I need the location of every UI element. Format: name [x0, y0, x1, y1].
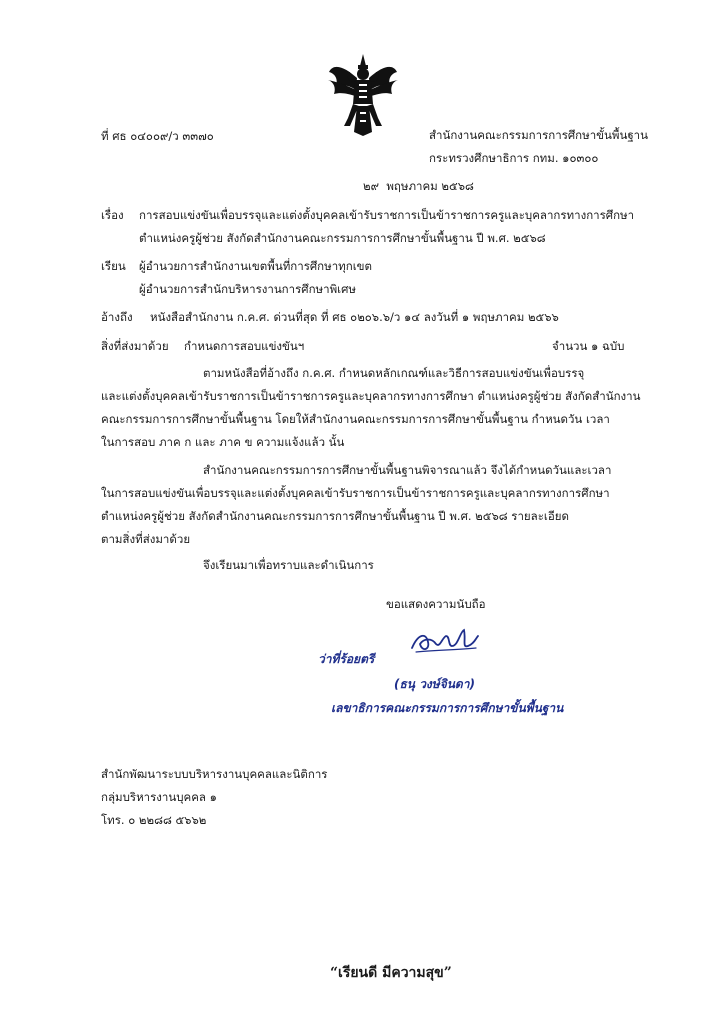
body-paragraph-2 — [101, 459, 611, 551]
paragraph-line: ในการสอบแข่งขันเพื่อบรรจุและแต่งตั้งบุคคลเข้ารับราชการเป็นข้าราชการครูและบุคลากรทางการศึกษา — [101, 486, 610, 500]
garuda-emblem — [326, 52, 400, 136]
recipient-label: เรียน — [101, 259, 126, 273]
subject-line-2: ตำแหน่งครูผู้ช่วย สังกัดสำนักงานคณะกรรมการการศึกษาขั้นพื้นฐาน ปี พ.ศ. ๒๕๖๘ — [139, 231, 546, 245]
date-month-year: พฤษภาคม ๒๕๖๘ — [386, 179, 474, 193]
paragraph-line: คณะกรรมการการศึกษาขั้นพื้นฐาน โดยให้สำนักงานคณะกรรมการการศึกษาขั้นพื้นฐาน กำหนดวัน เวลา — [101, 412, 610, 426]
footer-group: กลุ่มบริหารงานบุคคล ๑ — [101, 790, 217, 804]
letter-date — [363, 178, 474, 196]
paragraph-line: ในการสอบ ภาค ก และ ภาค ข ความแจ้งแล้ว นั้น — [101, 435, 345, 449]
date-day: ๒๙ — [363, 179, 380, 193]
handwritten-signature — [406, 624, 482, 658]
enclosure-text: กำหนดการสอบแข่งขันฯ — [184, 339, 305, 353]
issuing-office: สำนักงานคณะกรรมการการศึกษาขั้นพื้นฐาน — [429, 128, 648, 142]
body-paragraph-1 — [101, 362, 640, 454]
paragraph-line: ตามหนังสือที่อ้างถึง ก.ค.ศ. กำหนดหลักเกณฑ์และวิธีการสอบแข่งขันเพื่อบรรจุ — [203, 366, 585, 380]
signer-rank: ว่าที่ร้อยตรี — [318, 652, 375, 666]
signer-name: (ธนุ วงษ์จินดา) — [394, 677, 475, 691]
paragraph-line: ตำแหน่งครูผู้ช่วย สังกัดสำนักงานคณะกรรมการการศึกษาขั้นพื้นฐาน ปี พ.ศ. ๒๕๖๘ รายละเอียด — [101, 509, 569, 523]
footer-department: สำนักพัฒนาระบบบริหารงานบุคคลและนิติการ — [101, 767, 328, 781]
slogan: “เรียนดี มีความสุข” — [330, 965, 452, 981]
footer-phone: โทร. ๐ ๒๒๘๘ ๕๖๖๒ — [101, 813, 207, 827]
salutation: ขอแสดงความนับถือ — [386, 597, 486, 611]
subject-label: เรื่อง — [101, 208, 124, 222]
closing-request: จึงเรียนมาเพื่อทราบและดำเนินการ — [203, 558, 374, 572]
recipient-line-1: ผู้อำนวยการสำนักงานเขตพื้นที่การศึกษาทุกเขต — [139, 259, 372, 273]
paragraph-line: สำนักงานคณะกรรมการการศึกษาขั้นพื้นฐานพิจารณาแล้ว จึงได้กำหนดวันและเวลา — [203, 463, 612, 477]
subject-line-1: การสอบแข่งขันเพื่อบรรจุและแต่งตั้งบุคคลเข้ารับราชการเป็นข้าราชการครูและบุคลากรทางการศึกษา — [139, 208, 635, 222]
reference-number: ที่ ศธ ๐๔๐๐๙/ว ๓๓๗๐ — [101, 129, 214, 143]
paragraph-line: ตามสิ่งที่ส่งมาด้วย — [101, 532, 191, 546]
reference-text: หนังสือสำนักงาน ก.ค.ศ. ด่วนที่สุด ที่ ศธ ๐๒๐๖.๖/ว ๑๔ ลงวันที่ ๑ พฤษภาคม ๒๕๖๖ — [150, 310, 559, 324]
paragraph-line: และแต่งตั้งบุคคลเข้ารับราชการเป็นข้าราชการครูและบุคลากรทางการศึกษา ตำแหน่งครูผู้ช่วย สังกัดสำนักงาน — [101, 389, 641, 403]
recipient-line-2: ผู้อำนวยการสำนักบริหารงานการศึกษาพิเศษ — [139, 282, 356, 296]
signer-position: เลขาธิการคณะกรรมการการศึกษาขั้นพื้นฐาน — [331, 701, 564, 715]
enclosure-label: สิ่งที่ส่งมาด้วย — [101, 339, 169, 353]
enclosure-quantity: จำนวน ๑ ฉบับ — [552, 339, 625, 353]
ministry-address: กระทรวงศึกษาธิการ กทม. ๑๐๓๐๐ — [429, 151, 599, 165]
reference-label: อ้างถึง — [101, 310, 133, 324]
